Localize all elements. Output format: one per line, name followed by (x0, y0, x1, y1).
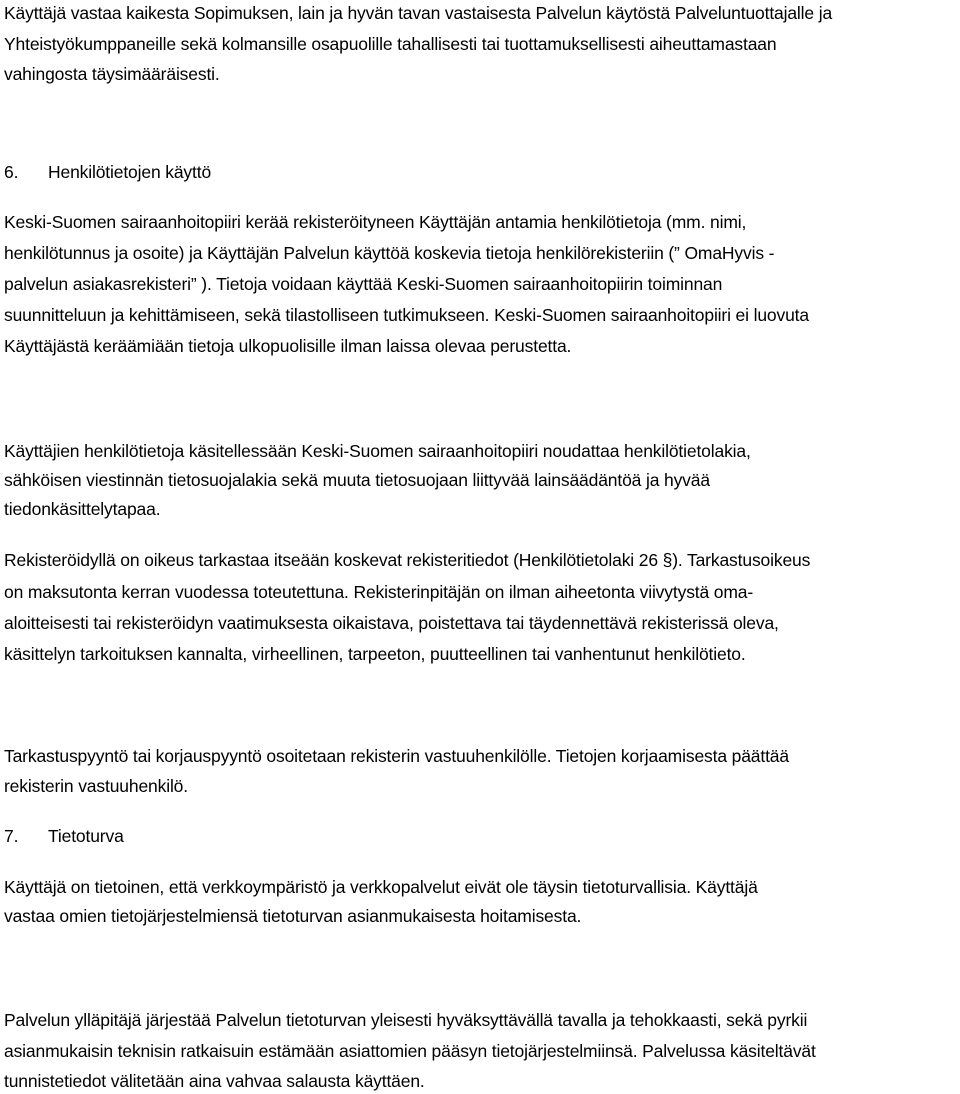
section-title: Henkilötietojen käyttö (48, 162, 212, 182)
text-line: Yhteistyökumppaneille sekä kolmansille osapuolille tahallisesti tai tuottamuksellisesti aiheuttamastaan (4, 34, 777, 54)
text-line: palvelun asiakasrekisteri” ). Tietoja voidaan käyttää Keski-Suomen sairaanhoitopiirin toiminnan (4, 274, 723, 294)
text-line: vastaa omien tietojärjestelmiensä tietoturvan asianmukaisesta hoitamisesta. (4, 906, 582, 926)
text-line: aloitteisesti tai rekisteröidyn vaatimuksesta oikaistava, poistettava tai täydennettävä rekisterissä oleva, (4, 613, 779, 633)
text-line: Rekisteröidyllä on oikeus tarkastaa itseään koskevat rekisteritiedot (Henkilötietolaki 26 §). Tarkastusoikeus (4, 550, 811, 570)
section-number: 7. (4, 826, 19, 846)
text-line: henkilötunnus ja osoite) ja Käyttäjän Palvelun käyttöä koskevia tietoja henkilörekisteriin (” OmaHyvis - (4, 243, 775, 263)
text-line: vahingosta täysimääräisesti. (4, 64, 220, 84)
text-line: Palvelun ylläpitäjä järjestää Palvelun tietoturvan yleisesti hyväksyttävällä tavalla ja tehokkaasti, sekä pyrkii (4, 1010, 808, 1030)
text-line: Käyttäjä on tietoinen, että verkkoympäristö ja verkkopalvelut eivät ole täysin tietoturvallisia. Käyttäjä (4, 877, 758, 897)
text-line: Käyttäjien henkilötietoja käsitellessään Keski-Suomen sairaanhoitopiiri noudattaa henkilötietolakia, (4, 441, 751, 461)
text-line: sähköisen viestinnän tietosuojalakia sekä muuta tietosuojaan liittyvää lainsäädäntöä ja hyvää (4, 470, 710, 490)
text-line: Tarkastuspyyntö tai korjauspyyntö osoitetaan rekisterin vastuuhenkilölle. Tietojen korjaamisesta päättää (4, 746, 789, 766)
section-6-heading (4, 161, 211, 183)
text-line: Käyttäjä vastaa kaikesta Sopimuksen, lain ja hyvän tavan vastaisesta Palvelun käytöstä Palveluntuottajalle ja (4, 3, 833, 23)
text-line: Käyttäjästä keräämiään tietoja ulkopuolisille ilman laissa olevaa perustetta. (4, 336, 572, 356)
text-line: asianmukaisin teknisin ratkaisuin estämään asiattomien pääsyn tietojärjestelmiinsä. Palvelussa käsiteltävät (4, 1041, 816, 1061)
text-line: käsittelyn tarkoituksen kannalta, virheellinen, tarpeeton, puutteellinen tai vanhentunut henkilötieto. (4, 644, 746, 664)
text-line: tiedonkäsittelytapaa. (4, 499, 161, 519)
text-line: on maksutonta kerran vuodessa toteutettuna. Rekisterinpitäjän on ilman aiheetonta viivytystä oma- (4, 582, 754, 602)
text-line: rekisterin vastuuhenkilö. (4, 776, 188, 796)
text-line: tunnistetiedot välitetään aina vahvaa salausta käyttäen. (4, 1071, 425, 1091)
section-title: Tietoturva (48, 826, 124, 846)
section-7-heading (4, 825, 124, 847)
text-line: suunnitteluun ja kehittämiseen, sekä tilastolliseen tutkimukseen. Keski-Suomen sairaanhoitopiiri ei luovuta (4, 305, 809, 325)
section-number: 6. (4, 162, 19, 182)
text-line: Keski-Suomen sairaanhoitopiiri kerää rekisteröityneen Käyttäjän antamia henkilötietoja (mm. nimi, (4, 212, 747, 232)
